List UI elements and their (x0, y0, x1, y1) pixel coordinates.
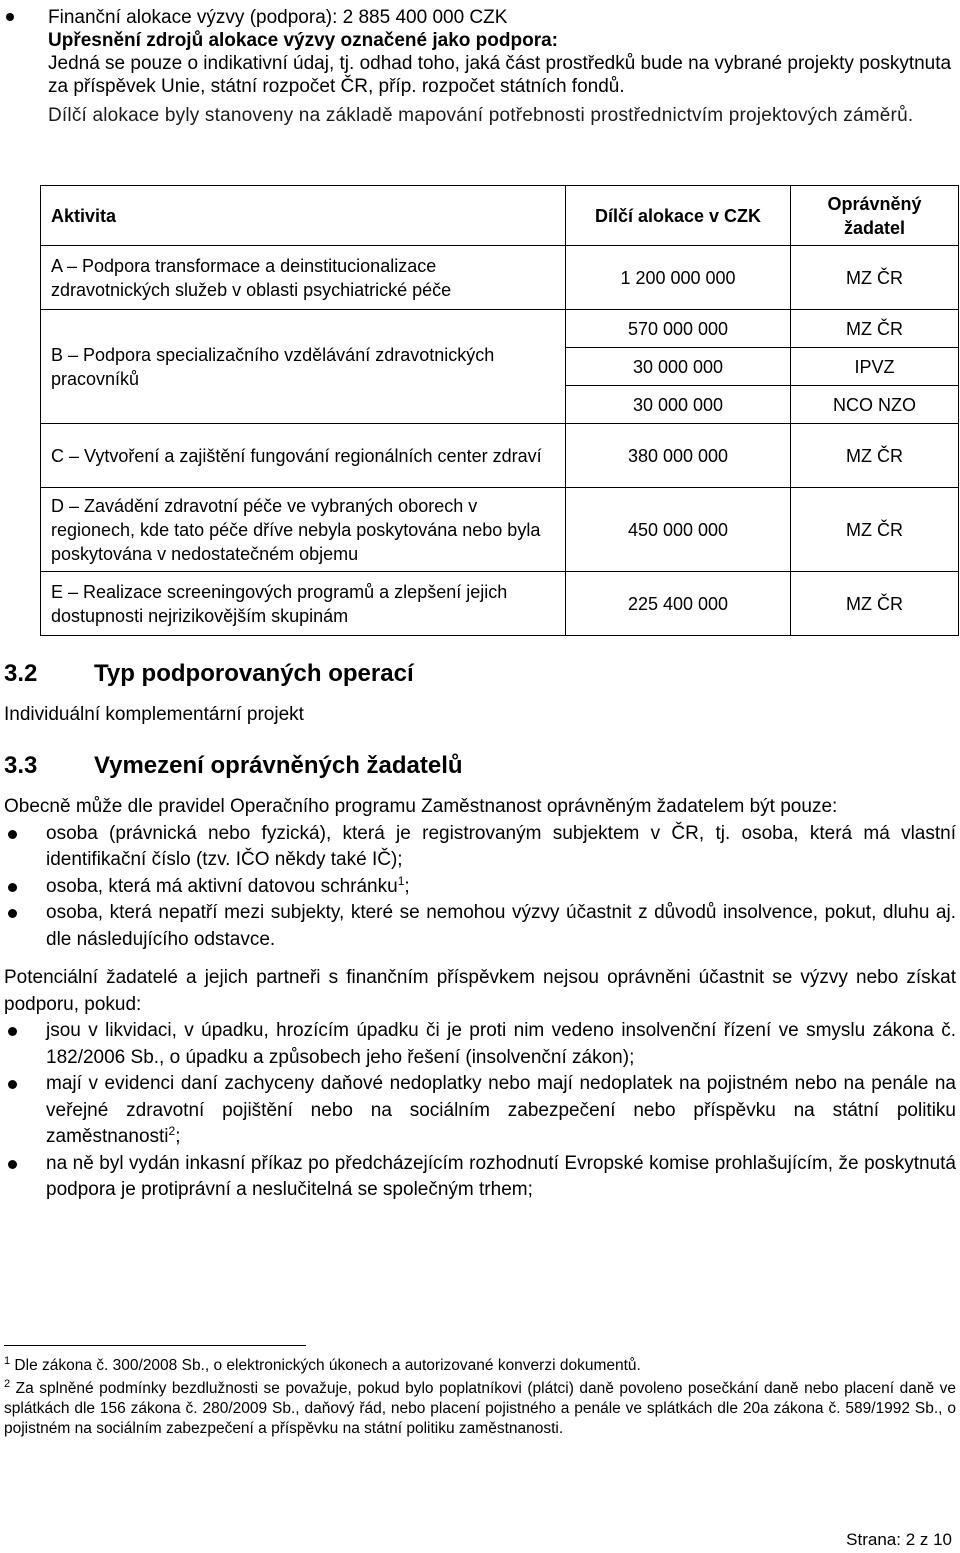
allocation-sources-heading: Upřesnění zdrojů alokace výzvy označené jako podpora: (48, 30, 558, 51)
applicant-cell: NCO NZO (791, 386, 959, 424)
eligibility-list (4, 821, 956, 954)
activity-cell: D – Zavádění zdravotní péče ve vybraných oborech v regionech, kde tato péče dříve nebyla poskytována nebo byla poskytována v nedostatečném objemu (41, 488, 566, 572)
footnote-ref: 1 (397, 873, 405, 888)
table-row (41, 572, 959, 636)
partial-allocation-note: Dílčí alokace byly stanoveny na základě mapování potřebnosti prostřednictvím projektových záměrů. (48, 105, 914, 126)
list-item-text: osoba, která má aktivní datovou schránku (46, 875, 398, 897)
allocation-table (40, 185, 959, 636)
applicant-cell: MZ ČR (791, 246, 959, 310)
list-item: jsou v likvidaci, v úpadku, hrozícím úpadku či je proti nim vedeno insolvenční řízení ve smyslu zákona č. 182/2006 Sb., o úpadku a způsobech jeho řešení (insolvenční zákon); (4, 1018, 956, 1071)
list-item: na ně byl vydán inkasní příkaz po předcházejícím rozhodnutí Evropské komise prohlašujícím, že poskytnutá podpora je protiprávní a neslučitelná se společným trhem; (4, 1151, 956, 1204)
list-item-text: mají v evidenci daní zachyceny daňové nedoplatky nebo mají nedoplatek na pojistném nebo na penále na veřejné zdravotní pojištění nebo na sociálním zabezpečení nebo příspěvku na státní politiku zaměstnanosti (46, 1073, 956, 1147)
table-row (41, 488, 959, 572)
section-title: Vymezení oprávněných žadatelů (94, 752, 463, 779)
table-header-row (41, 186, 959, 246)
section-3-3-body (4, 794, 956, 1204)
footnote-text: Dle zákona č. 300/2008 Sb., o elektronických úkonech a autorizované konverzi dokumentů. (10, 1357, 641, 1374)
list-item (4, 874, 956, 901)
table-row (41, 310, 959, 348)
activity-cell: E – Realizace screeningových programů a zlepšení jejich dostupnosti nejrizikovějším skupinám (41, 572, 566, 636)
header-applicant: Oprávněný žadatel (791, 186, 959, 246)
activity-cell: B – Podpora specializačního vzdělávání zdravotnických pracovníků (41, 310, 566, 424)
list-item-end: ; (404, 875, 410, 897)
footnote-divider (4, 1345, 306, 1346)
allocation-note: Jedná se pouze o indikativní údaj, tj. odhad toho, jaká část prostředků bude na vybrané projekty poskytnuta za příspěvek Unie, státní rozpočet ČR, příp. rozpočet státních fondů. (48, 53, 952, 97)
section-number: 3.2 (4, 660, 38, 687)
eligibility-paragraph: Obecně může dle pravidel Operačního programu Zaměstnanost oprávněným žadatelem být pouze: (4, 796, 838, 817)
applicant-cell: MZ ČR (791, 424, 959, 488)
list-item-end: ; (175, 1126, 181, 1147)
ineligibility-paragraph: Potenciální žadatelé a jejich partneři s finančním příspěvkem nejsou oprávněni účastnit se výzvy nebo získat podporu, pokud: (4, 967, 956, 1015)
allocation-intro (48, 6, 956, 127)
activity-cell: C – Vytvoření a zajištění fungování regionálních center zdraví (41, 424, 566, 488)
amount-cell: 1 200 000 000 (566, 246, 791, 310)
applicant-cell: IPVZ (791, 348, 959, 386)
list-item (4, 1071, 956, 1151)
section-heading-3-2 (4, 660, 414, 688)
amount-cell: 450 000 000 (566, 488, 791, 572)
section-number: 3.3 (4, 752, 38, 779)
amount-cell: 30 000 000 (566, 348, 791, 386)
footnote-mark: 1 (4, 1355, 11, 1367)
header-activity: Aktivita (41, 186, 566, 246)
footnotes (4, 1356, 956, 1442)
allocation-total: Finanční alokace výzvy (podpora): 2 885 400 000 CZK (48, 7, 508, 28)
amount-cell: 570 000 000 (566, 310, 791, 348)
applicant-cell: MZ ČR (791, 572, 959, 636)
section-3-2-text (4, 702, 956, 729)
footnote-text: Za splněné podmínky bezdlužnosti se považuje, pokud bylo poplatníkovi (plátci) daně povoleno posečkání daně nebo placení daně ve splátkách dle 156 zákona č. 280/2009 Sb., daňový řád, nebo placení pojistného a penále ve splátkách dle 20a zákona č. 589/1992 Sb., o pojistném na sociálním zabezpečení a příspěvku na státní politiku zaměstnanosti. (4, 1380, 956, 1437)
applicant-cell: MZ ČR (791, 488, 959, 572)
list-item: osoba (právnická nebo fyzická), která je registrovaným subjektem v ČR, tj. osoba, která má vlastní identifikační číslo (tzv. IČO někdy také IČ); (4, 821, 956, 874)
footnote-mark: 2 (4, 1378, 11, 1390)
operation-type: Individuální komplementární projekt (4, 704, 304, 725)
footnote-ref: 2 (168, 1124, 176, 1138)
applicant-cell: MZ ČR (791, 310, 959, 348)
section-title: Typ podporovaných operací (94, 660, 414, 687)
header-amount: Dílčí alokace v CZK (566, 186, 791, 246)
amount-cell: 30 000 000 (566, 386, 791, 424)
activity-cell: A – Podpora transformace a deinstitucionalizace zdravotnických služeb v oblasti psychiatrické péče (41, 246, 566, 310)
ineligibility-list (4, 1018, 956, 1204)
amount-cell: 225 400 000 (566, 572, 791, 636)
table-row (41, 424, 959, 488)
intro-bullet-icon (6, 13, 14, 21)
page-number: Strana: 2 z 10 (846, 1530, 952, 1549)
list-item: osoba, která nepatří mezi subjekty, které se nemohou výzvy účastnit z důvodů insolvence, pokut, dluhu aj. dle následujícího odstavce. (4, 900, 956, 953)
amount-cell: 380 000 000 (566, 424, 791, 488)
table-row (41, 246, 959, 310)
footnote (4, 1356, 956, 1376)
footnote (4, 1379, 956, 1439)
section-heading-3-3 (4, 752, 463, 780)
